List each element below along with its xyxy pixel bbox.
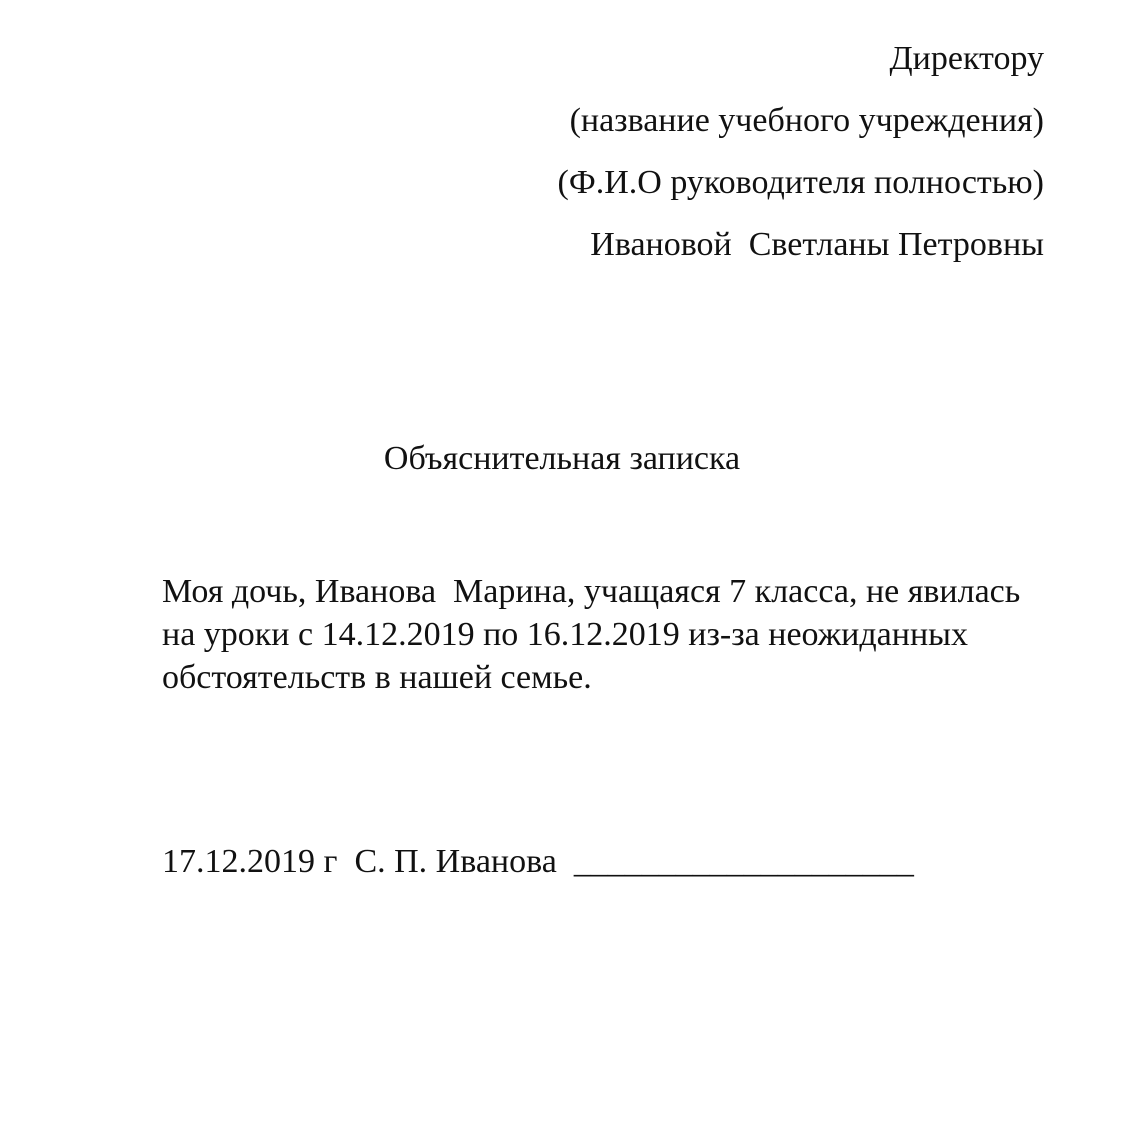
signature-line: ____________________ xyxy=(573,843,914,880)
body-line: обстоятельств в нашей семье. xyxy=(162,659,592,696)
document-body xyxy=(162,570,1042,699)
addressee-block xyxy=(344,42,1044,290)
body-line: Моя дочь, Иванова Марина, учащаяся 7 класса, не явилась xyxy=(162,573,1021,610)
addressee-full-name: Ивановой Светланы Петровны xyxy=(590,226,1044,263)
signature-date: 17.12.2019 г xyxy=(162,843,338,880)
addressee-institution: (название учебного учреждения) xyxy=(569,102,1044,139)
signature-row xyxy=(162,843,914,881)
addressee-position: Директору xyxy=(889,40,1044,77)
document-title: Объяснительная записка xyxy=(383,440,741,477)
body-line: на уроки с 14.12.2019 по 16.12.2019 из-за неожиданных xyxy=(162,616,969,653)
addressee-head-name-hint: (Ф.И.О руководителя полностью) xyxy=(557,164,1044,201)
signature-name: С. П. Иванова xyxy=(354,843,557,880)
